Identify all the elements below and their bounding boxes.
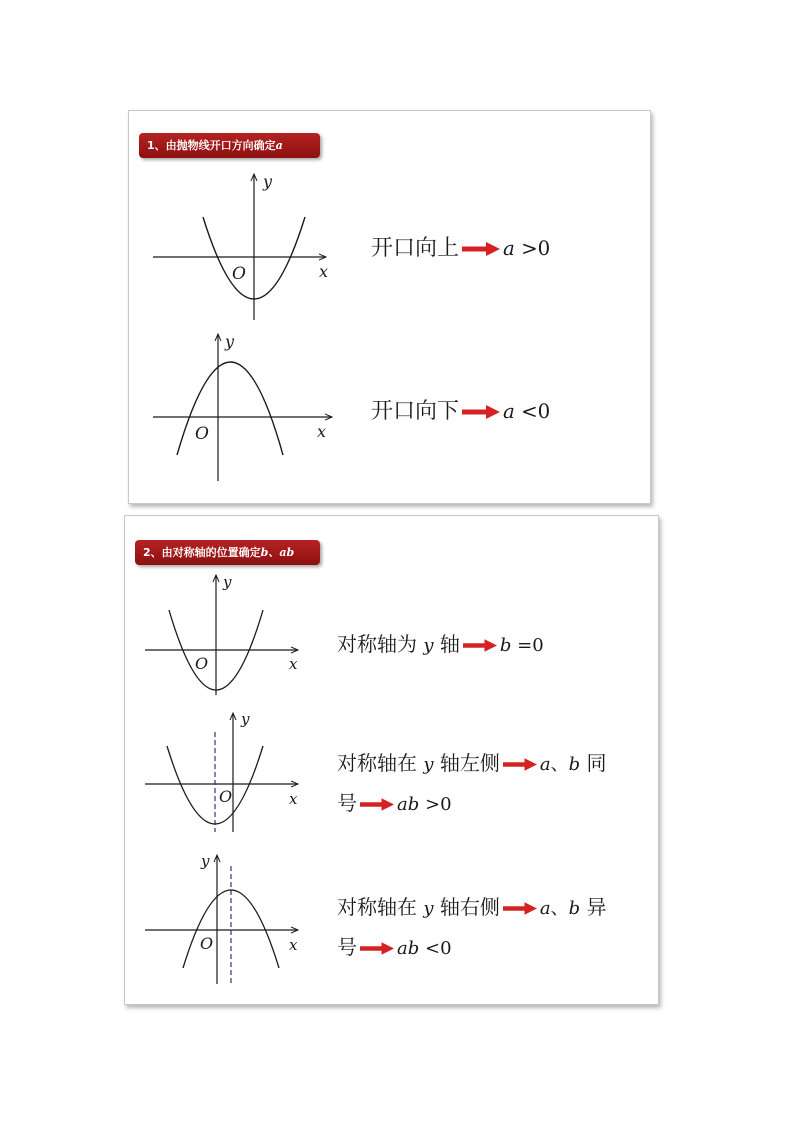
math-var: a: [539, 898, 551, 919]
origin-label: O: [232, 264, 246, 284]
math-relation: <0: [514, 400, 551, 423]
statement-axis-left: [337, 744, 607, 824]
graph-axis-on-y: [145, 572, 315, 696]
statement-text: 开口向下: [371, 399, 460, 424]
y-axis-label: y: [201, 852, 210, 870]
statement-axis-on-y: [337, 628, 544, 657]
right-arrow-icon: [462, 242, 500, 256]
parabola-curve: [177, 362, 283, 455]
math-relation: <0: [419, 938, 452, 959]
section2-banner-var: b、ab: [260, 546, 295, 559]
statement-text-2: 轴左侧: [433, 751, 500, 775]
statement-text-4: 号: [337, 935, 357, 959]
math-var: a: [539, 754, 551, 775]
statement-text: 对称轴为: [337, 632, 424, 656]
math-var-2: b: [568, 898, 581, 919]
right-arrow-icon: [360, 798, 394, 811]
statement-line-2: [337, 928, 607, 968]
x-axis-label: x: [289, 936, 298, 954]
right-arrow-icon: [503, 902, 537, 915]
statement-line-1: [337, 888, 607, 928]
math-var: a: [503, 237, 515, 260]
y-axis-label: y: [241, 710, 250, 728]
math-var: a: [503, 400, 515, 423]
slide-opening-direction: [128, 110, 651, 504]
y-var: y: [423, 754, 434, 775]
slide-symmetry-axis: [124, 515, 659, 1005]
graph-parabola-up: [153, 171, 343, 321]
section2-banner-text: 2、由对称轴的位置确定: [143, 546, 261, 559]
y-axis-label: y: [225, 332, 235, 351]
x-axis-label: x: [289, 790, 298, 808]
math-relation: =0: [511, 635, 544, 656]
section1-banner: [139, 133, 320, 158]
section1-banner-var: a: [275, 139, 283, 152]
math-separator: 、: [550, 898, 569, 919]
section1-banner-text: 1、由抛物线开口方向确定: [147, 139, 276, 152]
statement-line-1: [337, 744, 607, 784]
statement-text-2: 轴右侧: [433, 895, 500, 919]
math-var: ab: [397, 794, 420, 815]
statement-text-3: 异: [580, 895, 607, 919]
statement-text: 对称轴在: [337, 895, 424, 919]
statement-opens-down: [371, 394, 550, 425]
x-axis-label: x: [289, 655, 298, 673]
y-var: y: [423, 898, 434, 919]
statement-axis-right: [337, 888, 607, 968]
right-arrow-icon: [462, 405, 500, 419]
origin-label: O: [195, 424, 209, 444]
math-var-2: b: [568, 754, 581, 775]
graph-parabola-down: [153, 331, 343, 483]
y-axis-label: y: [263, 172, 273, 191]
graph-axis-right: [145, 852, 315, 988]
right-arrow-icon: [463, 639, 497, 652]
origin-label: O: [219, 787, 233, 806]
math-relation: >0: [514, 237, 551, 260]
statement-text-3: 同: [580, 751, 607, 775]
right-arrow-icon: [503, 758, 537, 771]
graph-axis-left: [145, 710, 315, 834]
statement-opens-up: [371, 231, 550, 262]
y-axis-label: y: [223, 573, 232, 591]
right-arrow-icon: [360, 942, 394, 955]
x-axis-label: x: [317, 422, 327, 441]
math-var: b: [499, 635, 512, 656]
statement-text: 开口向上: [371, 236, 460, 261]
statement-text-4: 号: [337, 791, 357, 815]
math-var: ab: [397, 938, 420, 959]
math-separator: 、: [550, 754, 569, 775]
origin-label: O: [195, 654, 209, 673]
math-relation: >0: [419, 794, 452, 815]
origin-label: O: [200, 934, 214, 953]
section2-banner: [135, 540, 320, 565]
statement-line-2: [337, 784, 607, 824]
statement-text: 对称轴在: [337, 751, 424, 775]
y-var: y: [423, 635, 434, 656]
x-axis-label: x: [319, 262, 329, 281]
statement-text-2: 轴: [433, 632, 460, 656]
